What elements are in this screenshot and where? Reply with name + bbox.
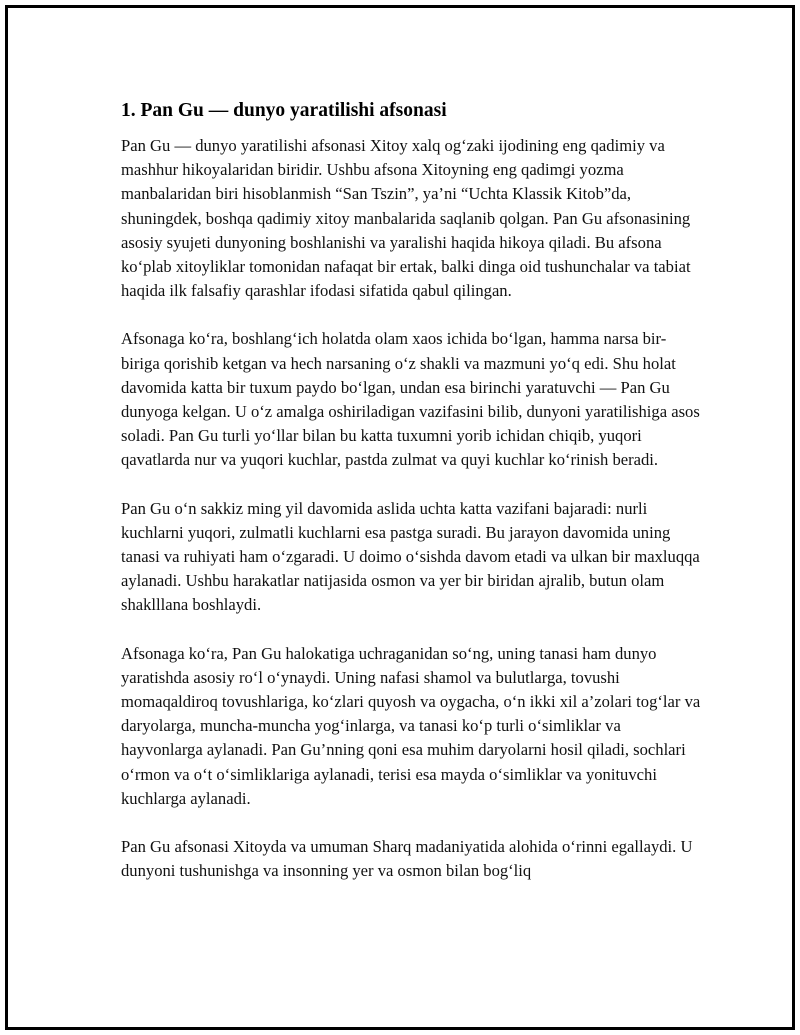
document-title: 1. Pan Gu — dunyo yaratilishi afsonasi [121,100,447,121]
paragraph: Afsonaga ko‘ra, boshlang‘ich holatda olam xaos ichida bo‘lgan, hamma narsa bir-biriga qorishib ketgan va hech narsaning o‘z shakli va mazmuni yo‘q edi. Shu holat davomida katta bir tuxum paydo bo‘lgan, undan esa birinchi yaratuvchi — Pan Gu dunyoga kelgan. U o‘z amalga oshiriladigan vazifasini bilib, dunyoni yaratilishiga asos soladi. Pan Gu turli yo‘llar bilan bu katta tuxumni yorib ichidan chiqib, yuqori qavatlarda nur va yuqori kuchlar, pastda zulmat va quyi kuchlar ko‘rinish beradi. [121,329,700,470]
paragraph: Afsonaga ko‘ra, Pan Gu halokatiga uchraganidan so‘ng, uning tanasi ham dunyo yaratishda asosiy ro‘l o‘ynaydi. Uning nafasi shamol va bulutlarga, tovushi momaqaldiroq tovushlariga, ko‘zlari quyosh va oygacha, o‘n ikki xil a’zolari tog‘lar va daryolarga, muncha-muncha yog‘inlarga, va tanasi ko‘p turli o‘simliklar va hayvonlarga aylanadi. Pan Gu’nning qoni esa muhim daryolarni hosil qiladi, sochlari o‘rmon va o‘t o‘simliklariga aylanadi, terisi esa mayda o‘simliklar va yonituvchi kuchlarga aylanadi. [121,643,701,808]
paragraph: Pan Gu o‘n sakkiz ming yil davomida aslida uchta katta vazifani bajaradi: nurli kuchlarni yuqori, zulmatli kuchlarni esa pastga suradi. Bu jarayon davomida uning tanasi va ruhiyati ham o‘zgaradi. U doimo o‘sishda davom etadi va ulkan bir maxluqqa aylanadi. Ushbu harakatlar natijasida osmon va yer bir biridan ajralib, butun olam shaklllana boshlaydi. [121,498,700,615]
paragraph: Pan Gu afsonasi Xitoyda va umuman Sharq madaniyatida alohida o‘rinni egallaydi. U dunyoni tushunishga va insonning yer va osmon bilan bog‘liq [121,837,693,881]
paragraph: Pan Gu — dunyo yaratilishi afsonasi Xitoy xalq og‘zaki ijodining eng qadimiy va mashhur hikoyalaridan biridir. Ushbu afsona Xitoyning eng qadimgi yozma manbalaridan biri hisoblanmish “San Tszin”, ya’ni “Uchta Klassik Kitob”da, shuningdek, boshqa qadimiy xitoy manbalarida saqlanib qolgan. Pan Gu afsonasining asosiy syujeti dunyoning boshlanishi va yaralishi haqida hikoya qiladi. Bu afsona ko‘plab xitoyliklar tomonidan nafaqat bir ertak, balki dinga oid tushunchalar va tabiat haqida ilk falsafiy qarashlar ifodasi sifatida qabul qilingan. [121,136,691,301]
page-frame [5,5,795,1030]
document-body [121,98,701,907]
